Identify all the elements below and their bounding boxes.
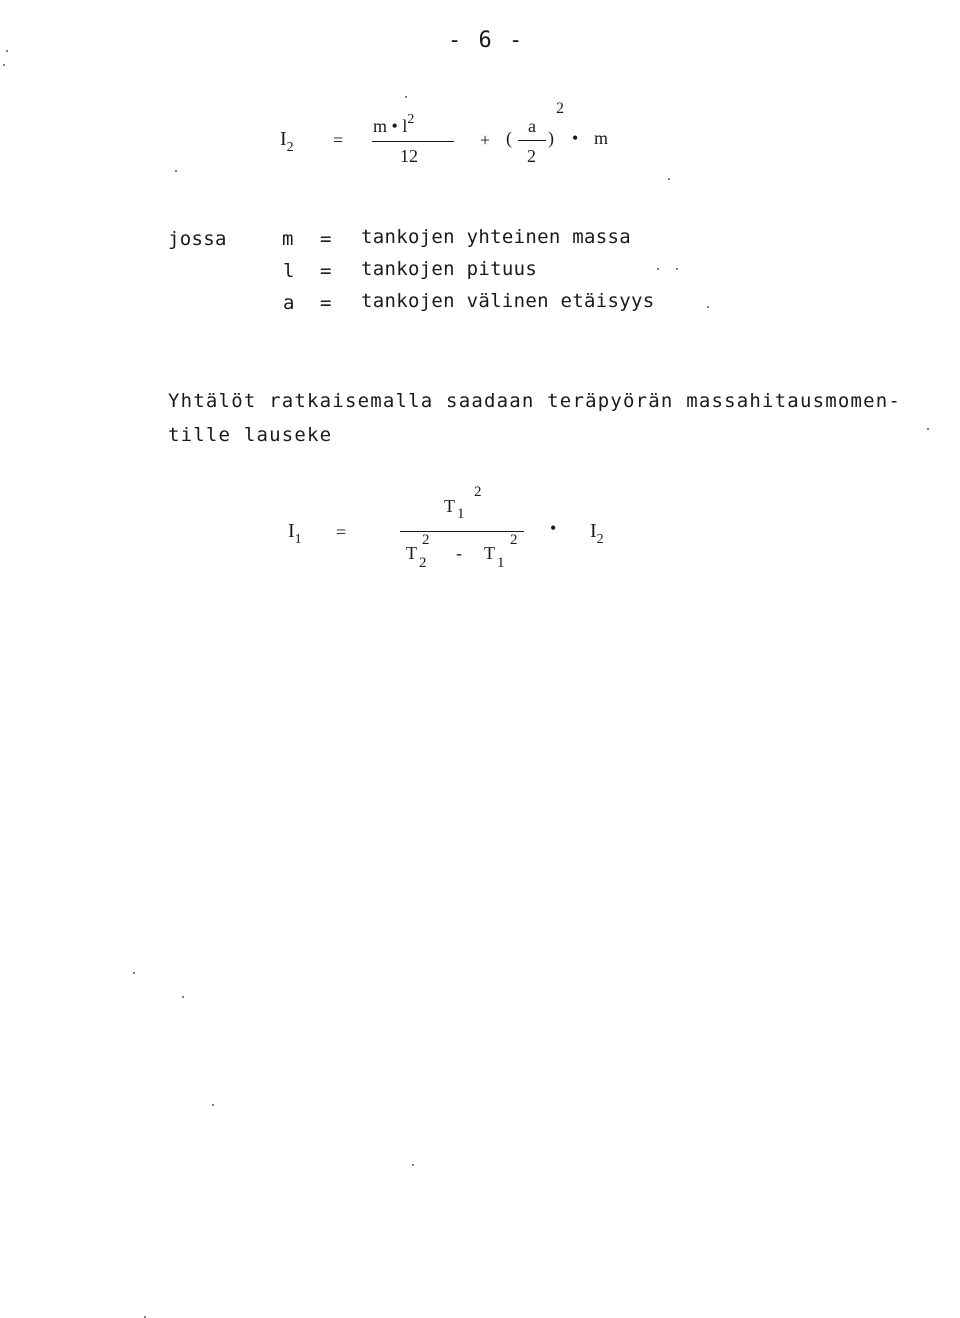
formula-i1-denominator-t2-sub: 2 [419, 555, 427, 571]
speck [212, 1104, 214, 1106]
formula-i2-frac2-denominator: 2 [527, 146, 536, 166]
definition-text: tankojen pituus [361, 258, 538, 280]
formula-i1-denominator-minus: - [456, 543, 462, 563]
formula-i1-denominator-t2-exp: 2 [422, 532, 430, 548]
formula-i1-denominator-t2: T [406, 543, 417, 563]
formula-i1-denominator-t1: T [484, 543, 495, 563]
definition-symbol: m [282, 228, 294, 250]
formula-i1-denominator-t1-sub: 1 [497, 555, 505, 571]
definition-equals: = [320, 260, 332, 282]
definition-symbol: a [283, 292, 295, 314]
definition-symbol: l [283, 260, 295, 282]
formula-i1-numerator-t: T [444, 496, 455, 516]
formula-i1-numerator-sub: 1 [457, 506, 465, 522]
definition-text: tankojen välinen etäisyys [361, 290, 655, 312]
formula-i1-equals: = [336, 522, 347, 542]
paragraph-line-1: Yhtälöt ratkaisemalla saadaan teräpyörän massahitausmomen- [168, 390, 902, 412]
speck [405, 96, 407, 98]
speck [676, 268, 678, 270]
formula-i1-rhs: $I_2$ [590, 520, 604, 547]
definition-text: tankojen yhteinen massa [361, 226, 631, 248]
paragraph-line-2: tille lauseke [168, 424, 333, 446]
page-number: - 6 - [448, 28, 525, 53]
definition-equals: = [320, 228, 332, 250]
formula-i2-paren-exponent: 2 [556, 100, 564, 117]
speck [182, 996, 184, 998]
speck [3, 64, 5, 66]
formula-i2-paren-close: ) [548, 128, 554, 148]
formula-i1-dot: • [550, 518, 557, 538]
formula-i2-frac2-line [518, 140, 546, 141]
formula-i2-frac1-denominator: 12 [400, 146, 418, 166]
definition-equals: = [320, 292, 332, 314]
formula-i2-lhs: $I_2$ [280, 128, 294, 155]
definitions-intro: jossa [168, 228, 227, 250]
formula-i2-paren-open: ( [506, 128, 512, 148]
speck [657, 268, 659, 270]
formula-i1-lhs: $I_1$ [288, 520, 302, 547]
formula-i1-numerator-exp: 2 [474, 484, 482, 500]
speck [668, 178, 670, 180]
speck [133, 972, 135, 974]
speck [927, 428, 929, 430]
formula-i2-frac2-numerator: a [528, 116, 536, 136]
formula-i2-frac1-line [372, 141, 454, 142]
speck [412, 1164, 414, 1166]
speck [175, 170, 177, 172]
formula-i2-m: m [594, 128, 609, 148]
formula-i2-plus: + [480, 130, 491, 150]
formula-i1-denominator-t1-exp: 2 [510, 532, 518, 548]
speck [707, 306, 709, 308]
formula-i2-equals: = [333, 130, 344, 150]
formula-i1-fraction-line [400, 531, 524, 532]
formula-i2-dot: • [572, 128, 579, 148]
speck [6, 50, 8, 52]
formula-i2-frac1-numerator: m • $l^2$ [373, 112, 415, 136]
